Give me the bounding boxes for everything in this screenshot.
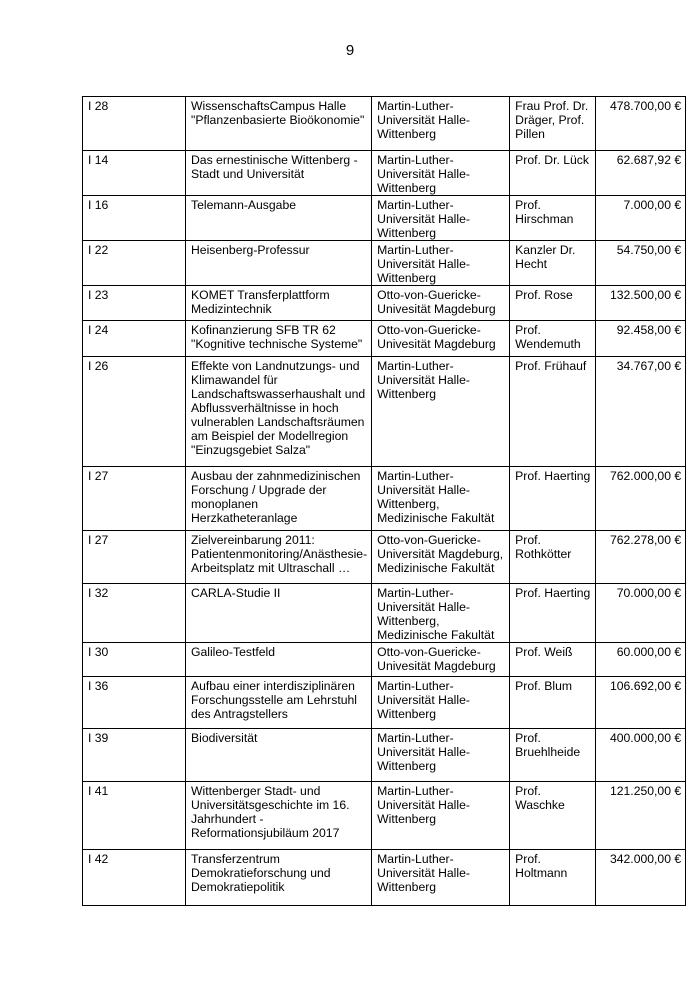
responsible-person: Kanzler Dr. Hecht xyxy=(510,241,596,286)
project-topic: Transferzentrum Demokratieforschung und Demokratiepolitik xyxy=(186,850,372,906)
project-id: I 41 xyxy=(83,782,186,850)
table-row xyxy=(83,321,686,357)
responsible-person: Frau Prof. Dr. Dräger, Prof. Pillen xyxy=(510,97,596,151)
table-row xyxy=(83,97,686,151)
responsible-person: Prof. Haerting xyxy=(510,584,596,643)
institution: Otto-von-Guericke-Univesität Magdeburg xyxy=(372,643,510,677)
institution: Martin-Luther-Universität Halle-Wittenberg xyxy=(372,196,510,241)
project-topic: Heisenberg-Professur xyxy=(186,241,372,286)
table-row xyxy=(83,531,686,584)
table-row xyxy=(83,286,686,321)
project-id: I 23 xyxy=(83,286,186,321)
institution: Martin-Luther-Universität Halle-Wittenberg xyxy=(372,677,510,729)
funding-amount: 70.000,00 € xyxy=(596,584,686,643)
project-id: I 24 xyxy=(83,321,186,357)
institution: Martin-Luther-Universität Halle-Wittenberg xyxy=(372,97,510,151)
institution: Martin-Luther-Universität Halle-Wittenberg xyxy=(372,782,510,850)
responsible-person: Prof. Weiß xyxy=(510,643,596,677)
responsible-person: Prof. Haerting xyxy=(510,467,596,531)
project-topic: CARLA-Studie II xyxy=(186,584,372,643)
project-id: I 16 xyxy=(83,196,186,241)
institution: Martin-Luther-Universität Halle-Wittenberg xyxy=(372,151,510,196)
table-row xyxy=(83,241,686,286)
table-row xyxy=(83,850,686,906)
funding-amount: 60.000,00 € xyxy=(596,643,686,677)
institution: Otto-von-Guericke-Univesität Magdeburg xyxy=(372,321,510,357)
project-id: I 27 xyxy=(83,467,186,531)
project-topic: Das ernestinische Wittenberg - Stadt und Universität xyxy=(186,151,372,196)
responsible-person: Prof. Rothkötter xyxy=(510,531,596,584)
responsible-person: Prof. Dr. Lück xyxy=(510,151,596,196)
funding-amount: 92.458,00 € xyxy=(596,321,686,357)
funding-table xyxy=(82,96,686,906)
funding-amount: 342.000,00 € xyxy=(596,850,686,906)
institution: Otto-von-Guericke-Univesität Magdeburg xyxy=(372,286,510,321)
institution: Martin-Luther-Universität Halle-Wittenberg xyxy=(372,850,510,906)
project-id: I 27 xyxy=(83,531,186,584)
institution: Martin-Luther-Universität Halle-Wittenberg xyxy=(372,357,510,467)
responsible-person: Prof. Frühauf xyxy=(510,357,596,467)
project-topic: Galileo-Testfeld xyxy=(186,643,372,677)
funding-amount: 34.767,00 € xyxy=(596,357,686,467)
project-id: I 36 xyxy=(83,677,186,729)
funding-amount: 121.250,00 € xyxy=(596,782,686,850)
responsible-person: Prof. Holtmann xyxy=(510,850,596,906)
funding-amount: 7.000,00 € xyxy=(596,196,686,241)
project-id: I 22 xyxy=(83,241,186,286)
project-topic: Ausbau der zahnmedizinischen Forschung / Upgrade der monoplanen Herzkatheteranlage xyxy=(186,467,372,531)
funding-amount: 762.278,00 € xyxy=(596,531,686,584)
project-id: I 26 xyxy=(83,357,186,467)
table-row xyxy=(83,357,686,467)
project-id: I 28 xyxy=(83,97,186,151)
institution: Martin-Luther-Universität Halle-Wittenberg, Medizinische Fakultät xyxy=(372,584,510,643)
table-row xyxy=(83,467,686,531)
table-row xyxy=(83,677,686,729)
project-topic: Biodiversität xyxy=(186,729,372,782)
responsible-person: Prof. Blum xyxy=(510,677,596,729)
project-topic: Zielvereinbarung 2011: Patientenmonitoring/Anästhesie-Arbeitsplatz mit Ultraschall … xyxy=(186,531,372,584)
funding-amount: 132.500,00 € xyxy=(596,286,686,321)
funding-amount: 400.000,00 € xyxy=(596,729,686,782)
institution: Martin-Luther-Universität Halle-Wittenberg xyxy=(372,241,510,286)
project-topic: WissenschaftsCampus Halle "Pflanzenbasierte Bioökonomie" xyxy=(186,97,372,151)
project-id: I 42 xyxy=(83,850,186,906)
project-topic: Telemann-Ausgabe xyxy=(186,196,372,241)
responsible-person: Prof. Hirschman xyxy=(510,196,596,241)
page-number: 9 xyxy=(345,42,355,59)
responsible-person: Prof. Rose xyxy=(510,286,596,321)
responsible-person: Prof. Waschke xyxy=(510,782,596,850)
project-topic: Kofinanzierung SFB TR 62 "Kognitive technische Systeme" xyxy=(186,321,372,357)
table-row xyxy=(83,196,686,241)
institution: Martin-Luther-Universität Halle-Wittenberg xyxy=(372,729,510,782)
table-row xyxy=(83,584,686,643)
table-row xyxy=(83,729,686,782)
project-topic: Wittenberger Stadt- und Universitätsgeschichte im 16. Jahrhundert - Reformationsjubiläum 2017 xyxy=(186,782,372,850)
project-id: I 39 xyxy=(83,729,186,782)
institution: Otto-von-Guericke-Universität Magdeburg, Medizinische Fakultät xyxy=(372,531,510,584)
funding-amount: 54.750,00 € xyxy=(596,241,686,286)
responsible-person: Prof. Wendemuth xyxy=(510,321,596,357)
table-row xyxy=(83,151,686,196)
table-row xyxy=(83,782,686,850)
responsible-person: Prof. Bruehlheide xyxy=(510,729,596,782)
project-topic: KOMET Transferplattform Medizintechnik xyxy=(186,286,372,321)
project-id: I 32 xyxy=(83,584,186,643)
project-id: I 30 xyxy=(83,643,186,677)
funding-amount: 478.700,00 € xyxy=(596,97,686,151)
funding-amount: 762.000,00 € xyxy=(596,467,686,531)
institution: Martin-Luther-Universität Halle-Wittenberg, Medizinische Fakultät xyxy=(372,467,510,531)
table-row xyxy=(83,643,686,677)
funding-amount: 62.687,92 € xyxy=(596,151,686,196)
project-topic: Aufbau einer interdisziplinären Forschungsstelle am Lehrstuhl des Antragstellers xyxy=(186,677,372,729)
project-id: I 14 xyxy=(83,151,186,196)
funding-amount: 106.692,00 € xyxy=(596,677,686,729)
project-topic: Effekte von Landnutzungs- und Klimawandel für Landschaftswasserhaushalt und Abflussverhältnisse in hoch vulnerablen Landschaftsräumen am Beispiel der Modellregion "Einzugsgebiet Salza" xyxy=(186,357,372,467)
